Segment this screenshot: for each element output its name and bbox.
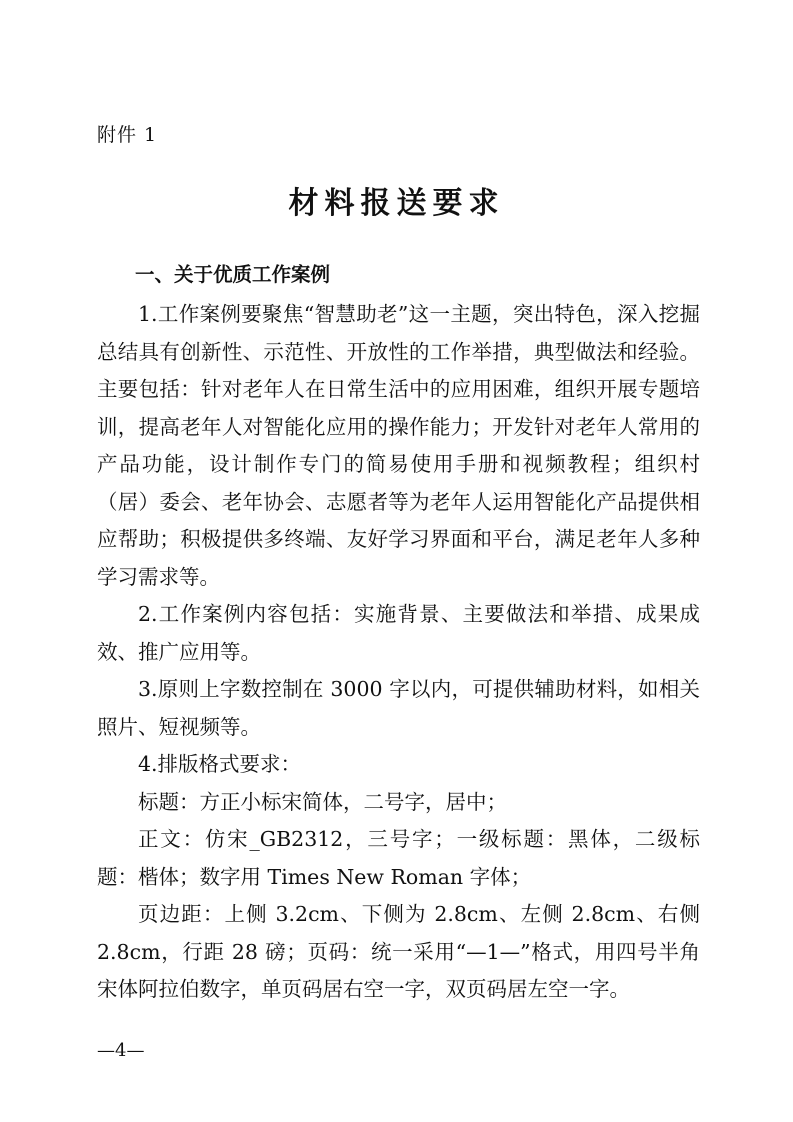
paragraph-case-focus: 1.工作案例要聚焦“智慧助老”这一主题，突出特色，深入挖掘总结具有创新性、示范性、开放性的工作举措，典型做法和经验。主要包括：针对老年人在日常生活中的应用困难，组织开展专题培训，提高老年人对智能化应用的操作能力；开发针对老年人常用的产品功能，设计制作专门的简易使用手册和视频教程；组织村（居）委会、老年协会、志愿者等为老年人运用智能化产品提供相应帮助；积极提供多终端、友好学习界面和平台，满足老年人多种学习需求等。	[97, 302, 700, 589]
paragraph-margin-format: 页边距：上侧 3.2cm、下侧为 2.8cm、左侧 2.8cm、右侧 2.8cm，行距 28 磅；页码：统一采用“—1—”格式，用四号半角宋体阿拉伯数字，单页码居右空一字，双页码居左空一字。	[97, 902, 700, 1001]
paragraph-title-format: 标题：方正小标宋简体，二号字，居中；	[138, 789, 507, 814]
paragraph-body-format: 正文：仿宋_GB2312，三号字；一级标题：黑体，二级标题：楷体；数字用 Times New Roman 字体；	[97, 827, 700, 889]
attachment-label: 附件 1	[97, 124, 158, 146]
paragraph-case-content: 2.工作案例内容包括：实施背景、主要做法和举措、成果成效、推广应用等。	[97, 602, 700, 664]
document-title: 材料报送要求	[288, 186, 505, 221]
paragraph-word-limit: 3.原则上字数控制在 3000 字以内，可提供辅助材料，如相关照片、短视频等。	[97, 677, 700, 739]
paragraph-format-requirements: 4.排版格式要求：	[138, 752, 302, 776]
page-number: —4—	[97, 1040, 145, 1061]
section-heading: 一、关于优质工作案例	[135, 263, 331, 286]
document-body	[97, 296, 700, 1009]
